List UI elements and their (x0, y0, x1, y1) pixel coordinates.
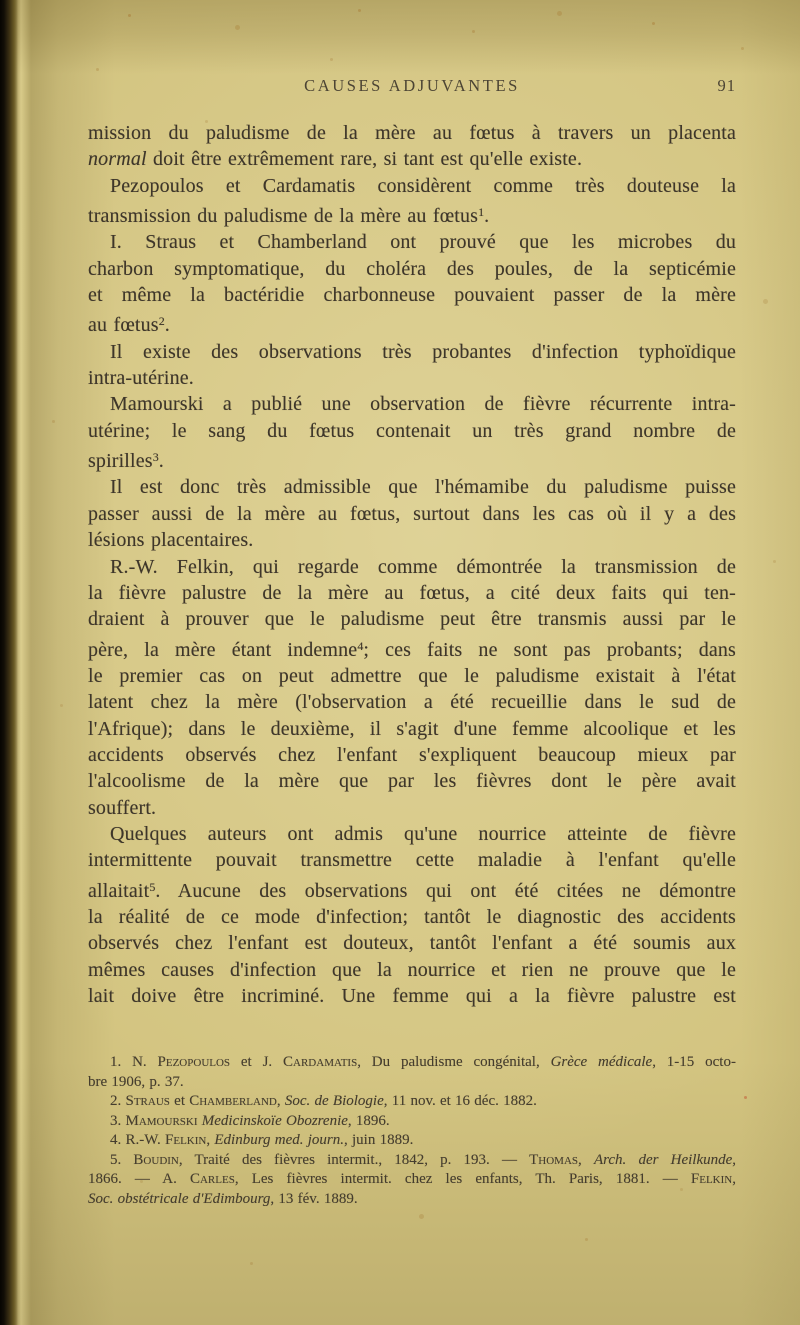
footnote-line-segment: 1. N. (110, 1054, 158, 1071)
footnote-line-segment: Soc. de Biologie (284, 1093, 384, 1110)
body-text-line-segment: latent chez la mère (l'observation a été recueillie dans le sud de (88, 691, 736, 714)
body-text-line-segment: 2 (158, 314, 165, 329)
footnote-line-segment: , 13 fév. 1889. (270, 1190, 358, 1207)
body-text-line-segment: Quelques auteurs ont admis qu'une nourrice atteinte de fièvre (110, 822, 736, 845)
footnote-line-segment: , (732, 1171, 736, 1188)
body-text-line-segment: doit être extrêmement rare, si tant est qu'elle existe. (146, 148, 583, 171)
body-text-line-segment: 5 (149, 879, 156, 894)
footnote-line-segment: Cardamatis (283, 1054, 358, 1071)
footnote-line-segment: Pezopoulos (157, 1054, 231, 1071)
running-header (88, 76, 736, 98)
body-text-line-segment: lésions placentaires. (88, 529, 254, 552)
footnotes-block (88, 1053, 736, 1209)
body-text-line-segment: draient à prouver que le paludisme peut être transmis aussi par le (88, 608, 736, 631)
body-text-line (88, 795, 736, 821)
footnote-line-segment: Arch. der Heilkunde (593, 1151, 733, 1168)
body-text-line (88, 474, 736, 500)
body-text-line (88, 501, 736, 527)
body-text-line (88, 256, 736, 282)
body-text-line (88, 663, 736, 689)
body-text-line-segment: lait doive être incriminé. Une femme qui a la fièvre palustre est (88, 985, 736, 1007)
footnote-line-segment: 5. (110, 1151, 134, 1168)
footnote-line-segment: Thomas (529, 1151, 579, 1168)
footnote-line (88, 1112, 736, 1132)
body-text-line-segment: 3 (152, 450, 159, 465)
body-text-line (88, 847, 736, 873)
footnote-line-segment: bre 1906, p. 37. (88, 1073, 184, 1090)
body-text-line (88, 282, 736, 308)
body-text-line-segment: 4 (357, 638, 364, 653)
footnote-line-segment: Grèce médicale (550, 1054, 653, 1071)
footnote-line (88, 1131, 736, 1151)
footnote-line (88, 1151, 736, 1171)
body-text-line-segment: Il est donc très admissible que l'hémamibe du paludisme puisse (110, 476, 736, 499)
page-number: 91 (717, 76, 736, 95)
footnote-line-segment: Straus (125, 1093, 170, 1110)
body-text-line (88, 716, 736, 742)
body-text-line-segment: intermittente pouvait transmettre cette maladie à l'enfant qu'elle (88, 849, 736, 872)
body-text-line-segment: 1 (478, 205, 485, 220)
body-text-line (88, 580, 736, 606)
footnote-line-segment: Felkin (165, 1132, 207, 1149)
footnote-line-segment: Mamourski (125, 1112, 198, 1129)
footnote-line-segment: 2. (110, 1093, 126, 1110)
body-text-line (88, 391, 736, 417)
body-text-line-segment: la réalité de ce mode d'infection; tantôt le diagnostic des accidents (88, 905, 736, 928)
body-text-line (88, 742, 736, 768)
body-text-line-segment: observés chez l'enfant est douteux, tantôt l'enfant a été soumis aux (88, 932, 736, 955)
body-text-line-segment: utérine; le sang du fœtus contenait un très grand nombre de (88, 419, 736, 442)
body-text-line-segment: . (484, 205, 490, 228)
footnote-line-segment: Soc. obstétricale d'Edimbourg (88, 1190, 271, 1207)
body-text-line (88, 554, 736, 580)
body-text-line (88, 633, 736, 663)
body-text-line-segment: spirilles (88, 450, 153, 473)
body-text-line-segment: . (158, 450, 164, 473)
body-text-line-segment: l'Afrique); dans le deuxième, il s'agit d'une femme alcoolique et les (88, 717, 736, 740)
footnote-line-segment: Carles (189, 1171, 235, 1188)
body-text-line-segment: passer aussi de la mère au fœtus, surtout dans les cas où il y a des (88, 502, 736, 525)
body-text-line (88, 930, 736, 956)
footnote-line-segment: 3. (110, 1112, 126, 1129)
body-text-line-segment: mêmes causes d'infection que la nourrice et rien ne prouve que le (88, 958, 736, 981)
page-content (88, 76, 736, 1209)
footnote-line-segment: , 1896. (347, 1112, 390, 1129)
footnote-line-segment: , 11 nov. et 16 déc. 1882. (383, 1093, 537, 1110)
body-text-line (88, 983, 736, 1009)
body-text-line (88, 689, 736, 715)
body-text-line (88, 146, 736, 172)
body-text-line (88, 339, 736, 365)
body-text-line-segment: I. Straus et Chamberland ont prouvé que les microbes du (110, 231, 736, 254)
body-text-line (88, 527, 736, 553)
body-text-line-segment: R.-W. Felkin, qui regarde comme démontrée la transmission de (110, 555, 736, 578)
footnote-line-segment: , (578, 1151, 594, 1168)
footnote-line-segment: Chamberland (189, 1093, 277, 1110)
body-text-line-segment: Mamourski a publié une observation de fièvre récurrente intra- (110, 393, 736, 416)
body-text-line (88, 768, 736, 794)
footnote-line (88, 1073, 736, 1093)
body-text-line-segment: au fœtus (88, 314, 159, 337)
body-text-line-segment: et même la bactéridie charbonneuse pouvaient passer de la mère (88, 284, 736, 307)
body-text-line-segment: mission du paludisme de la mère au fœtus à travers un placenta (88, 122, 736, 144)
body-text-line-segment: ; ces faits ne sont pas probants; dans (363, 638, 736, 661)
footnote-line-segment: Medicinskoïe Obozrenie (201, 1112, 348, 1129)
footnote-line-segment: , Traité des fièvres intermit., 1842, p. 193. — (178, 1151, 530, 1168)
body-text-line-segment: allaitait (88, 879, 150, 902)
body-text-line (88, 821, 736, 847)
footnote-line-segment: , Du paludisme congénital, (357, 1054, 551, 1071)
body-text-line (88, 199, 736, 229)
book-gutter-edge (0, 0, 18, 1325)
body-text-line-segment: Pezopoulos et Cardamatis considèrent comme très douteuse la (110, 174, 736, 197)
body-text-line (88, 874, 736, 904)
footnote-line (88, 1170, 736, 1190)
body-text-line-segment: intra-utérine. (88, 367, 194, 390)
footnote-line-segment: , (732, 1151, 737, 1168)
body-text-line-segment: la fièvre palustre de la mère au fœtus, a cité deux faits qui ten- (88, 581, 736, 604)
body-text-line-segment: le premier cas on peut admettre que le paludisme existait à l'état (88, 664, 736, 687)
footnote-line (88, 1053, 736, 1073)
body-text-line (88, 957, 736, 983)
footnote-line (88, 1092, 736, 1112)
body-text-line (88, 229, 736, 255)
body-text-line-segment: . Aucune des observations qui ont été citées ne démontre (155, 879, 736, 902)
footnote-line-segment: 1866. — A. (88, 1171, 190, 1188)
footnote-line-segment: , 1-15 octo- (652, 1054, 736, 1071)
body-text-line-segment: transmission du paludisme de la mère au fœtus (88, 205, 479, 228)
running-header-title: CAUSES ADJUVANTES (304, 76, 520, 95)
body-text-line-segment: . (164, 314, 170, 337)
body-text-line (88, 418, 736, 444)
footnote-line-segment: et (169, 1093, 190, 1110)
body-text-line (88, 308, 736, 338)
body-text-line-segment: souffert. (88, 796, 157, 819)
footnote-line (88, 1190, 736, 1210)
body-text-line (88, 173, 736, 199)
footnote-line-segment: , juin 1889. (343, 1132, 414, 1149)
footnote-line-segment: , Les fièvres intermit. chez les enfants, Th. Paris, 1881. — (234, 1171, 691, 1188)
body-text-line (88, 606, 736, 632)
footnote-line-segment: Boudin (133, 1151, 179, 1168)
body-text-line-segment: père, la mère étant indemne (88, 638, 358, 661)
paper-speckles (0, 0, 3, 3)
body-text-line (88, 120, 736, 146)
body-text-line-segment: l'alcoolisme de la mère que par les fièvres dont le père avait (88, 770, 736, 793)
footnote-line-segment: , (206, 1132, 215, 1149)
footnote-line-segment: et J. (230, 1054, 284, 1071)
body-text-line-segment: accidents observés chez l'enfant s'expliquent beaucoup mieux par (88, 743, 736, 766)
footnote-line-segment: , (276, 1093, 285, 1110)
body-text-line-segment: charbon symptomatique, du choléra des poules, de la septicémie (88, 257, 736, 280)
footnote-line-segment: 4. R.-W. (110, 1132, 166, 1149)
footnote-line-segment: Edinburg med. journ. (214, 1132, 344, 1149)
body-text-line (88, 444, 736, 474)
body-text-line (88, 904, 736, 930)
footnote-line-segment: Felkin (690, 1171, 733, 1188)
body-text-line (88, 365, 736, 391)
body-text-block (88, 120, 736, 1009)
body-text-line-segment: normal (88, 148, 147, 171)
body-text-line-segment: Il existe des observations très probantes d'infection typhoïdique (110, 340, 736, 363)
